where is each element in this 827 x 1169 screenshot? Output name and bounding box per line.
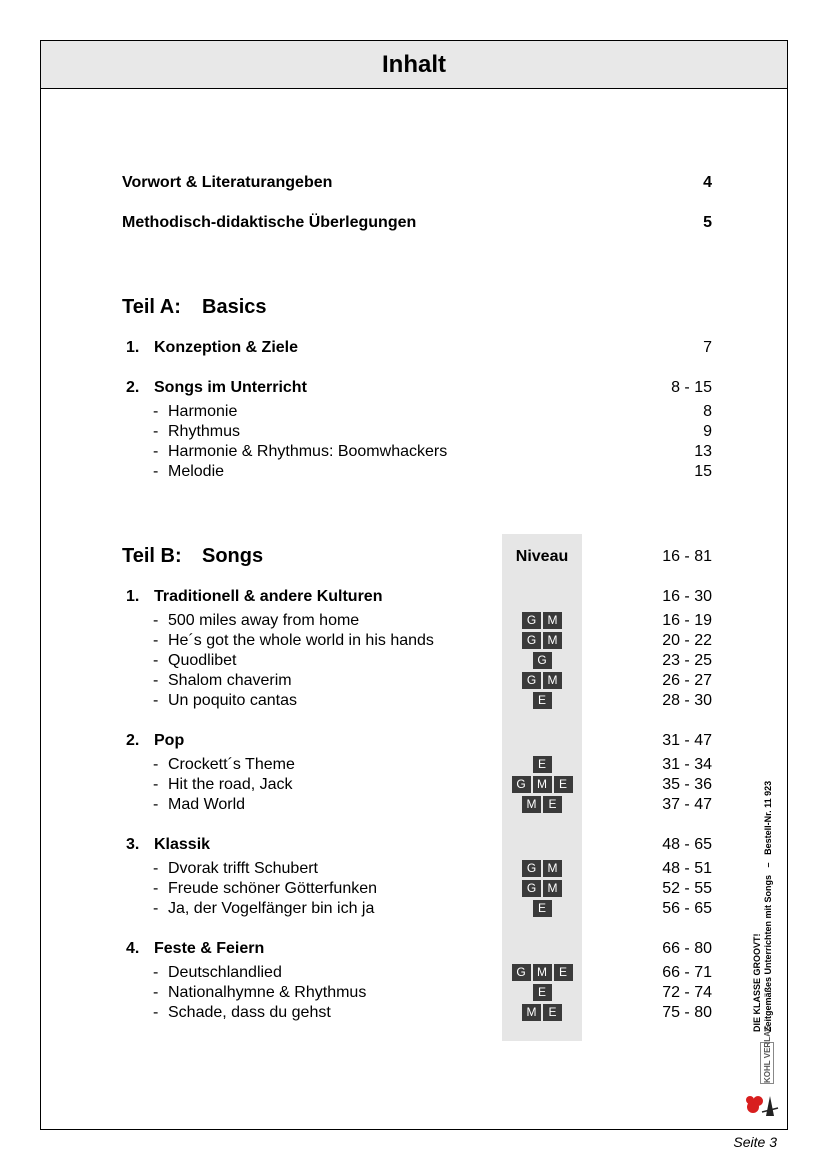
toc-song-item[interactable]: - Hit the road, Jack G M E 35 - 36	[153, 776, 712, 793]
toc-entry-methodisch[interactable]	[0, 213, 827, 233]
subitem-label: Harmonie	[168, 403, 238, 420]
sidebar-book-info	[752, 752, 780, 1032]
chapter-label: Pop	[154, 732, 185, 749]
section-prefix: Teil B:	[122, 545, 182, 567]
toc-page: 5	[703, 214, 712, 231]
chapter-page: 7	[703, 339, 712, 356]
toc-song-item[interactable]: - Freude schöner Götterfunken G M 52 - 55	[153, 880, 712, 897]
level-badge: M	[543, 672, 562, 689]
toc-song-item[interactable]: - Schade, dass du gehst M E 75 - 80	[153, 1004, 712, 1021]
song-page: 20 - 22	[662, 632, 712, 649]
chapter-page: 48 - 65	[662, 836, 712, 853]
section-page: 16 - 81	[662, 548, 712, 565]
song-label: Quodlibet	[168, 652, 237, 669]
song-page: 31 - 34	[662, 756, 712, 773]
song-page: 52 - 55	[662, 880, 712, 897]
chapter-number: 4.	[126, 940, 140, 957]
level-badge: M	[522, 796, 541, 813]
section-title: Basics	[202, 296, 267, 318]
chapter-label: Songs im Unterricht	[154, 379, 307, 396]
level-badge: G	[512, 964, 531, 981]
toc-subitem[interactable]: - Harmonie 8	[153, 403, 712, 420]
chapter-page: 16 - 30	[662, 588, 712, 605]
chapter-number: 2.	[126, 732, 140, 749]
song-label: Shalom chaverim	[168, 672, 292, 689]
song-label: Mad World	[168, 796, 246, 813]
level-badge: M	[543, 612, 562, 629]
toc-song-item[interactable]: - Nationalhymne & Rhythmus E 72 - 74	[153, 984, 712, 1001]
song-page: 75 - 80	[662, 1004, 712, 1021]
subitem-label: Harmonie & Rhythmus: Boomwhackers	[168, 443, 448, 460]
level-badge: E	[533, 756, 552, 773]
sidebar-subtitle: Zeitgemäßes Unterrichten mit Songs	[763, 874, 773, 1032]
section-prefix: Teil A:	[122, 296, 181, 318]
level-badge: E	[543, 796, 562, 813]
toc-song-item[interactable]: - Un poquito cantas E 28 - 30	[153, 692, 712, 709]
level-badge: E	[554, 964, 573, 981]
song-page: 56 - 65	[662, 900, 712, 917]
niveau-badges	[502, 796, 582, 814]
level-badge: M	[543, 632, 562, 649]
level-badge: G	[533, 652, 552, 669]
toc-song-item[interactable]: - Mad World M E 37 - 47	[153, 796, 712, 813]
level-badge: E	[533, 900, 552, 917]
toc-entry-vorwort[interactable]	[0, 173, 827, 193]
song-label: Deutschlandlied	[168, 964, 282, 981]
song-page: 37 - 47	[662, 796, 712, 813]
chapter-page: 8 - 15	[671, 379, 712, 396]
niveau-badges	[502, 756, 582, 774]
chapter-page: 31 - 47	[662, 732, 712, 749]
song-page: 26 - 27	[662, 672, 712, 689]
chapter-number: 1.	[126, 588, 140, 605]
song-page: 35 - 36	[662, 776, 712, 793]
niveau-badges	[502, 652, 582, 670]
niveau-badges	[502, 880, 582, 898]
subitem-page: 9	[703, 423, 712, 440]
song-page: 66 - 71	[662, 964, 712, 981]
niveau-badges	[502, 964, 582, 982]
toc-chapter-b1[interactable]	[0, 587, 827, 607]
subitem-page: 8	[703, 403, 712, 420]
publisher-name: KOHL VERLAG	[763, 1024, 772, 1083]
song-page: 72 - 74	[662, 984, 712, 1001]
toc-song-item[interactable]: - Dvorak trifft Schubert G M 48 - 51	[153, 860, 712, 877]
song-label: Schade, dass du gehst	[168, 1004, 331, 1021]
niveau-badges	[502, 984, 582, 1002]
toc-chapter-b2[interactable]	[0, 731, 827, 751]
toc-chapter-b4[interactable]	[0, 939, 827, 959]
level-badge: G	[522, 632, 541, 649]
subitem-page: 13	[694, 443, 712, 460]
level-badge: G	[522, 860, 541, 877]
level-badge: G	[522, 880, 541, 897]
toc-song-item[interactable]: - Deutschlandlied G M E 66 - 71	[153, 964, 712, 981]
level-badge: M	[543, 860, 562, 877]
niveau-badges	[502, 776, 582, 794]
song-label: Un poquito cantas	[168, 692, 297, 709]
song-label: Nationalhymne & Rhythmus	[168, 984, 367, 1001]
toc-song-item[interactable]: - Crockett´s Theme E 31 - 34	[153, 756, 712, 773]
song-page: 23 - 25	[662, 652, 712, 669]
sidebar-order-number: Bestell-Nr. 11 923	[763, 780, 773, 855]
chapter-number: 3.	[126, 836, 140, 853]
chapter-label: Konzeption & Ziele	[154, 339, 298, 356]
section-title: Songs	[202, 545, 264, 567]
niveau-badges	[502, 692, 582, 710]
toc-chapter-b3[interactable]	[0, 835, 827, 855]
toc-subitem[interactable]: - Harmonie & Rhythmus: Boomwhackers 13	[153, 443, 712, 460]
niveau-badges	[502, 900, 582, 918]
level-badge: M	[533, 776, 552, 793]
level-badge: E	[533, 692, 552, 709]
chapter-label: Traditionell & andere Kulturen	[154, 588, 383, 605]
chapter-label: Feste & Feiern	[154, 940, 265, 957]
subitem-label: Melodie	[168, 463, 225, 480]
toc-song-item[interactable]: - Shalom chaverim G M 26 - 27	[153, 672, 712, 689]
toc-subitem[interactable]: - Rhythmus 9	[153, 423, 712, 440]
song-page: 48 - 51	[662, 860, 712, 877]
song-page: 28 - 30	[662, 692, 712, 709]
page-number: Seite 3	[733, 1134, 777, 1150]
sidebar-title: DIE KLASSE GROOVT!	[752, 933, 762, 1032]
toc-page: 4	[703, 174, 712, 191]
niveau-badges	[502, 1004, 582, 1022]
toc-chapter-a2[interactable]	[0, 378, 827, 398]
song-label: Hit the road, Jack	[168, 776, 293, 793]
level-badge: E	[554, 776, 573, 793]
chapter-number: 2.	[126, 379, 140, 396]
toc-song-item[interactable]: - 500 miles away from home G M 16 - 19	[153, 612, 712, 629]
song-label: He´s got the whole world in his hands	[168, 632, 434, 649]
niveau-badges	[502, 860, 582, 878]
level-badge: G	[512, 776, 531, 793]
level-badge: M	[543, 880, 562, 897]
toc-song-item[interactable]: - Ja, der Vogelfänger bin ich ja E 56 - 65	[153, 900, 712, 917]
niveau-badges	[502, 672, 582, 690]
level-badge: G	[522, 612, 541, 629]
publisher-label	[760, 1024, 774, 1084]
song-label: Ja, der Vogelfänger bin ich ja	[168, 900, 375, 917]
toc-chapter-a1[interactable]	[0, 338, 827, 358]
level-badge: G	[522, 672, 541, 689]
song-label: Crockett´s Theme	[168, 756, 295, 773]
section-heading-part-a	[122, 294, 267, 320]
song-label: Dvorak trifft Schubert	[168, 860, 318, 877]
chapter-page: 66 - 80	[662, 940, 712, 957]
chapter-number: 1.	[126, 339, 140, 356]
sidebar-separator: –	[763, 862, 773, 868]
song-page: 16 - 19	[662, 612, 712, 629]
niveau-header: Niveau	[515, 548, 569, 565]
level-badge: E	[533, 984, 552, 1001]
chapter-label: Klassik	[154, 836, 211, 853]
toc-label: Methodisch-didaktische Überlegungen	[122, 214, 417, 231]
toc-subitem[interactable]: - Melodie 15	[153, 463, 712, 480]
song-label: 500 miles away from home	[168, 612, 360, 629]
toc-song-item[interactable]: - He´s got the whole world in his hands G M 20 - 22	[153, 632, 712, 649]
subitem-page: 15	[694, 463, 712, 480]
niveau-badges	[502, 632, 582, 650]
niveau-badges	[502, 612, 582, 630]
section-heading-part-b	[122, 543, 263, 569]
toc-label: Vorwort & Literaturangeben	[122, 174, 333, 191]
level-badge: E	[543, 1004, 562, 1021]
level-badge: M	[533, 964, 552, 981]
subitem-label: Rhythmus	[168, 423, 241, 440]
toc-song-item[interactable]: - Quodlibet G 23 - 25	[153, 652, 712, 669]
sidebar-subtitle-line	[763, 752, 774, 1032]
song-label: Freude schöner Götterfunken	[168, 880, 378, 897]
page-title: Inhalt	[41, 41, 787, 89]
publisher-logo-icon	[744, 1088, 780, 1118]
level-badge: M	[522, 1004, 541, 1021]
